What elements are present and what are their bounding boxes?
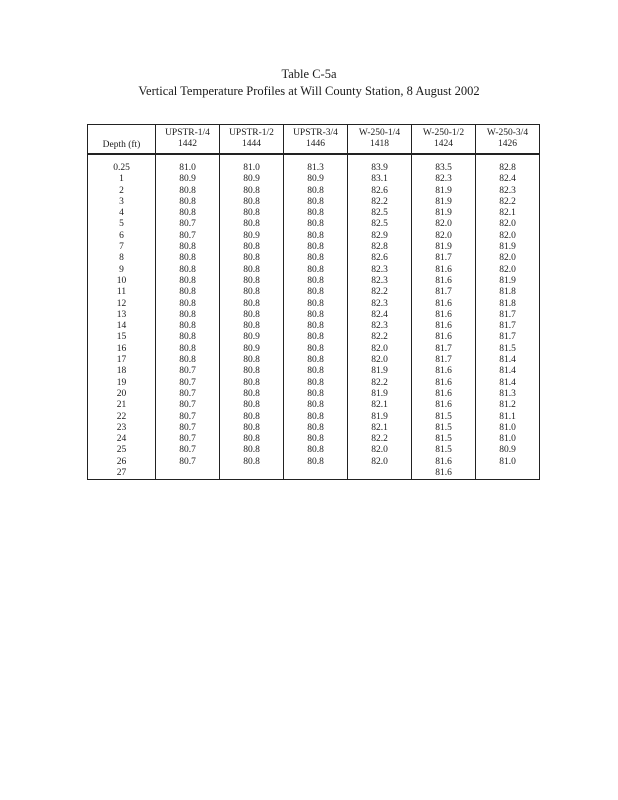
temperature-cell: 80.9 bbox=[220, 231, 284, 242]
temperature-cell: 81.4 bbox=[476, 366, 540, 377]
table-row bbox=[88, 287, 540, 298]
temperature-cell bbox=[476, 468, 540, 480]
temperature-cell: 80.8 bbox=[220, 253, 284, 264]
temperature-cell: 80.8 bbox=[284, 253, 348, 264]
temperature-cell: 80.8 bbox=[284, 457, 348, 468]
temperature-cell: 80.8 bbox=[284, 287, 348, 298]
temperature-cell: 83.5 bbox=[412, 154, 476, 174]
table-row bbox=[88, 468, 540, 480]
temperature-cell: 80.8 bbox=[156, 321, 220, 332]
table-row bbox=[88, 310, 540, 321]
temperature-cell: 83.1 bbox=[348, 174, 412, 185]
temperature-cell: 80.8 bbox=[284, 197, 348, 208]
header-row bbox=[88, 125, 540, 155]
temperature-cell bbox=[284, 468, 348, 480]
table-subtitle: Vertical Temperature Profiles at Will County Station, 8 August 2002 bbox=[138, 84, 480, 98]
temperature-cell: 80.8 bbox=[156, 242, 220, 253]
temperature-cell: 81.6 bbox=[412, 366, 476, 377]
temperature-cell: 81.6 bbox=[412, 310, 476, 321]
temperature-cell: 80.8 bbox=[284, 242, 348, 253]
temperature-cell: 82.0 bbox=[476, 231, 540, 242]
temperature-cell: 83.9 bbox=[348, 154, 412, 174]
temperature-cell: 80.8 bbox=[284, 378, 348, 389]
temperature-cell: 81.9 bbox=[476, 242, 540, 253]
table-row bbox=[88, 253, 540, 264]
temperature-cell: 80.8 bbox=[284, 389, 348, 400]
temperature-cell: 80.8 bbox=[220, 197, 284, 208]
temperature-cell: 80.8 bbox=[156, 253, 220, 264]
depth-cell: 23 bbox=[88, 423, 156, 434]
temperature-cell bbox=[348, 468, 412, 480]
temperature-cell: 80.8 bbox=[220, 389, 284, 400]
temperature-cell: 81.8 bbox=[476, 287, 540, 298]
temperature-cell: 80.8 bbox=[156, 197, 220, 208]
table-row bbox=[88, 276, 540, 287]
temperature-cell: 80.8 bbox=[284, 219, 348, 230]
temperature-cell: 80.8 bbox=[156, 186, 220, 197]
temperature-cell: 80.8 bbox=[220, 457, 284, 468]
temperature-cell bbox=[156, 468, 220, 480]
temperature-cell: 82.0 bbox=[348, 457, 412, 468]
temperature-cell: 80.8 bbox=[284, 321, 348, 332]
temperature-cell: 80.9 bbox=[220, 174, 284, 185]
depth-cell: 22 bbox=[88, 412, 156, 423]
temperature-cell: 80.9 bbox=[476, 445, 540, 456]
temperature-cell: 81.2 bbox=[476, 400, 540, 411]
temperature-cell: 80.8 bbox=[220, 355, 284, 366]
temperature-cell: 81.8 bbox=[476, 299, 540, 310]
table-row bbox=[88, 154, 540, 174]
station-name: W-250-1/4 bbox=[358, 128, 401, 138]
temperature-cell bbox=[220, 468, 284, 480]
temperature-cell: 80.8 bbox=[220, 242, 284, 253]
temperature-cell: 81.6 bbox=[412, 389, 476, 400]
depth-cell: 21 bbox=[88, 400, 156, 411]
temperature-cell: 80.8 bbox=[284, 434, 348, 445]
temperature-cell: 82.5 bbox=[348, 219, 412, 230]
temperature-cell: 80.8 bbox=[284, 344, 348, 355]
temperature-cell: 81.6 bbox=[412, 321, 476, 332]
depth-cell: 15 bbox=[88, 332, 156, 343]
temperature-cell: 81.6 bbox=[412, 378, 476, 389]
temperature-cell: 82.0 bbox=[348, 344, 412, 355]
table-row bbox=[88, 434, 540, 445]
temperature-cell: 80.9 bbox=[220, 332, 284, 343]
temperature-cell: 81.6 bbox=[412, 276, 476, 287]
column-header bbox=[412, 125, 476, 155]
temperature-cell: 81.9 bbox=[348, 366, 412, 377]
temperature-cell: 81.0 bbox=[476, 457, 540, 468]
temperature-cell: 80.9 bbox=[284, 174, 348, 185]
temperature-cell: 80.8 bbox=[156, 310, 220, 321]
depth-cell: 14 bbox=[88, 321, 156, 332]
temperature-table bbox=[87, 124, 540, 480]
temperature-cell: 81.6 bbox=[412, 332, 476, 343]
temperature-cell: 81.6 bbox=[412, 457, 476, 468]
temperature-cell: 82.1 bbox=[348, 400, 412, 411]
temperature-cell: 82.6 bbox=[348, 186, 412, 197]
temperature-cell: 81.7 bbox=[412, 287, 476, 298]
table-row bbox=[88, 344, 540, 355]
temperature-cell: 80.8 bbox=[220, 208, 284, 219]
temperature-cell: 82.1 bbox=[476, 208, 540, 219]
temperature-cell: 80.8 bbox=[284, 400, 348, 411]
temperature-cell: 80.8 bbox=[284, 186, 348, 197]
table-row bbox=[88, 366, 540, 377]
temperature-cell: 80.8 bbox=[284, 445, 348, 456]
temperature-cell: 80.8 bbox=[220, 412, 284, 423]
temperature-cell: 80.8 bbox=[220, 219, 284, 230]
table-row bbox=[88, 231, 540, 242]
table-row bbox=[88, 445, 540, 456]
temperature-cell: 80.7 bbox=[156, 445, 220, 456]
depth-cell: 20 bbox=[88, 389, 156, 400]
column-header bbox=[156, 125, 220, 155]
temperature-cell: 81.7 bbox=[476, 321, 540, 332]
station-name: UPSTR-1/2 bbox=[229, 128, 274, 138]
temperature-cell: 80.8 bbox=[220, 287, 284, 298]
table-row bbox=[88, 412, 540, 423]
depth-header: Depth (ft) bbox=[88, 125, 156, 155]
temperature-cell: 82.3 bbox=[348, 265, 412, 276]
temperature-cell: 81.9 bbox=[412, 208, 476, 219]
depth-cell: 25 bbox=[88, 445, 156, 456]
depth-cell: 10 bbox=[88, 276, 156, 287]
station-time: 1424 bbox=[434, 139, 453, 149]
table-row bbox=[88, 197, 540, 208]
station-time: 1444 bbox=[242, 139, 261, 149]
temperature-cell: 82.1 bbox=[348, 423, 412, 434]
table-row bbox=[88, 400, 540, 411]
temperature-cell: 82.0 bbox=[476, 265, 540, 276]
depth-cell: 8 bbox=[88, 253, 156, 264]
station-time: 1446 bbox=[306, 139, 325, 149]
temperature-cell: 81.0 bbox=[156, 154, 220, 174]
depth-cell: 6 bbox=[88, 231, 156, 242]
temperature-cell: 82.0 bbox=[412, 219, 476, 230]
temperature-cell: 81.4 bbox=[476, 378, 540, 389]
temperature-cell: 80.8 bbox=[220, 378, 284, 389]
temperature-cell: 80.9 bbox=[220, 344, 284, 355]
station-time: 1426 bbox=[498, 139, 517, 149]
depth-cell: 17 bbox=[88, 355, 156, 366]
temperature-cell: 81.3 bbox=[476, 389, 540, 400]
depth-cell: 4 bbox=[88, 208, 156, 219]
temperature-cell: 81.7 bbox=[412, 253, 476, 264]
temperature-cell: 80.7 bbox=[156, 434, 220, 445]
temperature-cell: 80.7 bbox=[156, 457, 220, 468]
temperature-cell: 82.4 bbox=[348, 310, 412, 321]
temperature-cell: 80.8 bbox=[156, 344, 220, 355]
temperature-cell: 82.0 bbox=[348, 445, 412, 456]
temperature-cell: 80.8 bbox=[220, 434, 284, 445]
temperature-cell: 81.7 bbox=[412, 344, 476, 355]
table-row bbox=[88, 321, 540, 332]
temperature-cell: 82.8 bbox=[348, 242, 412, 253]
temperature-cell: 80.8 bbox=[220, 366, 284, 377]
temperature-cell: 80.8 bbox=[220, 400, 284, 411]
temperature-cell: 82.5 bbox=[348, 208, 412, 219]
column-header bbox=[476, 125, 540, 155]
depth-cell: 24 bbox=[88, 434, 156, 445]
temperature-cell: 82.2 bbox=[348, 287, 412, 298]
table-row bbox=[88, 355, 540, 366]
table-title: Table C-5a bbox=[281, 67, 337, 81]
temperature-cell: 80.8 bbox=[284, 355, 348, 366]
temperature-cell: 81.5 bbox=[412, 445, 476, 456]
station-name: W-250-1/2 bbox=[422, 128, 465, 138]
temperature-cell: 80.8 bbox=[156, 208, 220, 219]
temperature-cell: 80.7 bbox=[156, 378, 220, 389]
table-row bbox=[88, 332, 540, 343]
temperature-cell: 81.0 bbox=[476, 434, 540, 445]
temperature-cell: 80.8 bbox=[220, 423, 284, 434]
table-row bbox=[88, 265, 540, 276]
depth-cell: 13 bbox=[88, 310, 156, 321]
temperature-cell: 80.8 bbox=[156, 276, 220, 287]
temperature-cell: 82.0 bbox=[348, 355, 412, 366]
temperature-cell: 80.8 bbox=[284, 366, 348, 377]
temperature-cell: 82.8 bbox=[476, 154, 540, 174]
depth-cell: 12 bbox=[88, 299, 156, 310]
depth-cell: 3 bbox=[88, 197, 156, 208]
depth-cell: 2 bbox=[88, 186, 156, 197]
column-header bbox=[220, 125, 284, 155]
temperature-cell: 80.8 bbox=[220, 265, 284, 276]
temperature-cell: 81.9 bbox=[412, 186, 476, 197]
column-header bbox=[348, 125, 412, 155]
temperature-cell: 82.9 bbox=[348, 231, 412, 242]
depth-cell: 9 bbox=[88, 265, 156, 276]
depth-cell: 27 bbox=[88, 468, 156, 480]
temperature-cell: 82.0 bbox=[476, 253, 540, 264]
temperature-cell: 81.4 bbox=[476, 355, 540, 366]
temperature-cell: 80.9 bbox=[156, 174, 220, 185]
depth-cell: 26 bbox=[88, 457, 156, 468]
depth-cell: 0.25 bbox=[88, 154, 156, 174]
temperature-cell: 80.8 bbox=[284, 276, 348, 287]
station-name: UPSTR-3/4 bbox=[293, 128, 338, 138]
temperature-cell: 80.8 bbox=[220, 299, 284, 310]
temperature-cell: 80.8 bbox=[284, 208, 348, 219]
temperature-cell: 82.3 bbox=[412, 174, 476, 185]
temperature-cell: 81.5 bbox=[412, 412, 476, 423]
temperature-cell: 82.4 bbox=[476, 174, 540, 185]
table-row bbox=[88, 208, 540, 219]
temperature-cell: 81.9 bbox=[476, 276, 540, 287]
temperature-cell: 80.8 bbox=[284, 423, 348, 434]
table-row bbox=[88, 186, 540, 197]
table-row bbox=[88, 457, 540, 468]
temperature-cell: 82.3 bbox=[476, 186, 540, 197]
depth-cell: 19 bbox=[88, 378, 156, 389]
temperature-cell: 80.7 bbox=[156, 231, 220, 242]
temperature-cell: 81.6 bbox=[412, 265, 476, 276]
temperature-cell: 81.9 bbox=[412, 197, 476, 208]
table-row bbox=[88, 299, 540, 310]
temperature-cell: 81.6 bbox=[412, 299, 476, 310]
temperature-cell: 80.7 bbox=[156, 412, 220, 423]
table-row bbox=[88, 423, 540, 434]
temperature-cell: 80.8 bbox=[284, 265, 348, 276]
temperature-cell: 80.8 bbox=[284, 299, 348, 310]
table-row bbox=[88, 389, 540, 400]
temperature-cell: 82.2 bbox=[476, 197, 540, 208]
table-row bbox=[88, 378, 540, 389]
temperature-cell: 80.8 bbox=[156, 332, 220, 343]
temperature-cell: 80.7 bbox=[156, 389, 220, 400]
table-row bbox=[88, 174, 540, 185]
station-time: 1442 bbox=[178, 139, 197, 149]
station-time: 1418 bbox=[370, 139, 389, 149]
temperature-cell: 80.8 bbox=[284, 231, 348, 242]
temperature-cell: 80.8 bbox=[220, 445, 284, 456]
depth-cell: 7 bbox=[88, 242, 156, 253]
temperature-cell: 80.7 bbox=[156, 423, 220, 434]
table-row bbox=[88, 242, 540, 253]
temperature-cell: 80.8 bbox=[284, 310, 348, 321]
temperature-cell: 81.5 bbox=[412, 423, 476, 434]
depth-cell: 5 bbox=[88, 219, 156, 230]
temperature-cell: 80.8 bbox=[220, 276, 284, 287]
temperature-cell: 81.9 bbox=[348, 389, 412, 400]
temperature-cell: 82.3 bbox=[348, 321, 412, 332]
temperature-cell: 80.8 bbox=[156, 287, 220, 298]
temperature-cell: 82.3 bbox=[348, 276, 412, 287]
temperature-cell: 81.0 bbox=[220, 154, 284, 174]
temperature-cell: 80.8 bbox=[156, 265, 220, 276]
depth-cell: 1 bbox=[88, 174, 156, 185]
temperature-cell: 82.2 bbox=[348, 197, 412, 208]
station-name: W-250-3/4 bbox=[486, 128, 529, 138]
temperature-cell: 80.8 bbox=[220, 321, 284, 332]
temperature-cell: 80.8 bbox=[220, 186, 284, 197]
temperature-cell: 82.2 bbox=[348, 434, 412, 445]
temperature-cell: 82.2 bbox=[348, 332, 412, 343]
temperature-cell: 80.8 bbox=[284, 332, 348, 343]
table-row bbox=[88, 219, 540, 230]
temperature-cell: 82.2 bbox=[348, 378, 412, 389]
temperature-cell: 80.7 bbox=[156, 219, 220, 230]
temperature-cell: 82.6 bbox=[348, 253, 412, 264]
temperature-cell: 81.0 bbox=[476, 423, 540, 434]
depth-cell: 16 bbox=[88, 344, 156, 355]
column-header bbox=[284, 125, 348, 155]
temperature-cell: 80.7 bbox=[156, 400, 220, 411]
temperature-cell: 82.0 bbox=[476, 219, 540, 230]
temperature-cell: 81.5 bbox=[412, 434, 476, 445]
depth-cell: 18 bbox=[88, 366, 156, 377]
station-name: UPSTR-1/4 bbox=[165, 128, 210, 138]
temperature-cell: 80.8 bbox=[156, 299, 220, 310]
temperature-cell: 81.5 bbox=[476, 344, 540, 355]
temperature-cell: 80.8 bbox=[284, 412, 348, 423]
depth-cell: 11 bbox=[88, 287, 156, 298]
temperature-cell: 81.6 bbox=[412, 468, 476, 480]
temperature-cell: 81.3 bbox=[284, 154, 348, 174]
temperature-cell: 80.8 bbox=[220, 310, 284, 321]
temperature-cell: 82.3 bbox=[348, 299, 412, 310]
table-caption bbox=[0, 66, 618, 100]
temperature-cell: 81.7 bbox=[476, 332, 540, 343]
temperature-cell: 82.0 bbox=[412, 231, 476, 242]
temperature-cell: 81.9 bbox=[348, 412, 412, 423]
temperature-cell: 81.1 bbox=[476, 412, 540, 423]
temperature-cell: 80.8 bbox=[156, 355, 220, 366]
temperature-cell: 81.7 bbox=[412, 355, 476, 366]
temperature-cell: 81.9 bbox=[412, 242, 476, 253]
temperature-cell: 81.6 bbox=[412, 400, 476, 411]
table-body bbox=[88, 154, 540, 480]
temperature-cell: 80.7 bbox=[156, 366, 220, 377]
temperature-cell: 81.7 bbox=[476, 310, 540, 321]
